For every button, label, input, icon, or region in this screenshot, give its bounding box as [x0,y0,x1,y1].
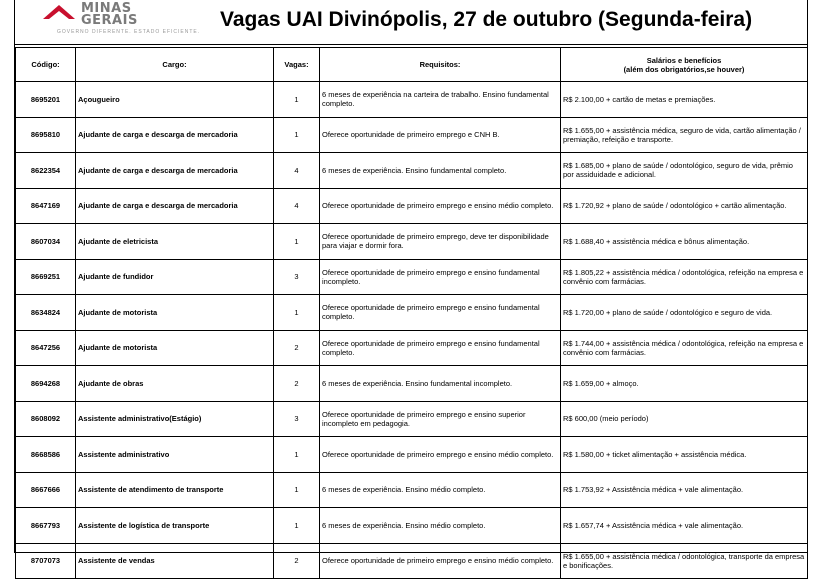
cell-cargo: Ajudante de motorista [76,295,274,331]
cell-codigo: 8622354 [16,153,76,189]
page-frame [14,0,808,570]
cell-salario: R$ 1.720,92 + plano de saúde / odontológico + cartão alimentação. [561,188,808,224]
cell-requisitos: 6 meses de experiência. Ensino fundamental incompleto. [320,366,561,402]
cell-vagas: 2 [274,543,320,579]
cell-requisitos: Oferece oportunidade de primeiro emprego e ensino fundamental completo. [320,295,561,331]
cell-vagas: 4 [274,153,320,189]
cell-requisitos: Oferece oportunidade de primeiro emprego e ensino fundamental completo. [320,330,561,366]
cell-cargo: Assistente de vendas [76,543,274,579]
logo-sub-text: GOVERNO DIFERENTE. ESTADO EFICIENTE. [57,29,201,35]
vacancies-table [15,47,808,579]
cell-salario: R$ 600,00 (meio período) [561,401,808,437]
logo-triangle-inner-icon [49,11,69,19]
col-header-salarios [561,48,808,82]
cell-codigo: 8695201 [16,82,76,118]
cell-cargo: Ajudante de fundidor [76,259,274,295]
cell-codigo: 8667666 [16,472,76,508]
table-row [16,330,808,366]
cell-vagas: 1 [274,437,320,473]
cell-cargo: Ajudante de carga e descarga de mercadoria [76,188,274,224]
cell-requisitos: Oferece oportunidade de primeiro emprego, deve ter disponibilidade para viajar e dormir fora. [320,224,561,260]
cell-codigo: 8667793 [16,508,76,544]
cell-requisitos: Oferece oportunidade de primeiro emprego e ensino médio completo. [320,437,561,473]
col-header-requisitos: Requisitos: [320,48,561,82]
table-row [16,543,808,579]
table-row [16,366,808,402]
table-row [16,188,808,224]
cell-vagas: 1 [274,82,320,118]
table-row [16,437,808,473]
page-header [15,0,807,45]
cell-cargo: Ajudante de motorista [76,330,274,366]
cell-vagas: 1 [274,224,320,260]
cell-requisitos: 6 meses de experiência. Ensino médio completo. [320,472,561,508]
table-row [16,224,808,260]
cell-salario: R$ 1.655,00 + assistência médica / odontológica, transporte da empresa e bonificações. [561,543,808,579]
cell-cargo: Assistente de atendimento de transporte [76,472,274,508]
cell-vagas: 2 [274,366,320,402]
table-row [16,117,808,153]
cell-salario: R$ 1.753,92 + Assistência médica + vale alimentação. [561,472,808,508]
cell-codigo: 8668586 [16,437,76,473]
table-header-row [16,48,808,82]
col-header-salarios-sub: (além dos obrigatórios,se houver) [623,64,745,74]
cell-cargo: Ajudante de eletricista [76,224,274,260]
cell-salario: R$ 1.580,00 + ticket alimentação + assistência médica. [561,437,808,473]
cell-requisitos: Oferece oportunidade de primeiro emprego e ensino fundamental incompleto. [320,259,561,295]
cell-requisitos: Oferece oportunidade de primeiro emprego e ensino superior incompleto em pedagogia. [320,401,561,437]
cell-cargo: Assistente administrativo(Estágio) [76,401,274,437]
cell-vagas: 1 [274,472,320,508]
cell-codigo: 8669251 [16,259,76,295]
cell-cargo: Ajudante de carga e descarga de mercadoria [76,117,274,153]
col-header-cargo: Cargo: [76,48,274,82]
cell-cargo: Assistente administrativo [76,437,274,473]
cell-codigo: 8607034 [16,224,76,260]
cell-codigo: 8695810 [16,117,76,153]
cell-salario: R$ 1.805,22 + assistência médica / odontológica, refeição na empresa e convênio com farmácias. [561,259,808,295]
cell-cargo: Açougueiro [76,82,274,118]
cell-salario: R$ 1.655,00 + assistência médica, seguro de vida, cartão alimentação / premiação, refeição e transporte. [561,117,808,153]
cell-cargo: Ajudante de carga e descarga de mercadoria [76,153,274,189]
cell-requisitos: Oferece oportunidade de primeiro emprego e ensino médio completo. [320,188,561,224]
cell-cargo: Assistente de logística de transporte [76,508,274,544]
cell-vagas: 1 [274,117,320,153]
table-row [16,259,808,295]
table-row [16,82,808,118]
cell-codigo: 8647256 [16,330,76,366]
cell-codigo: 8634824 [16,295,76,331]
cell-vagas: 2 [274,330,320,366]
logo-main-text: MINAS GERAIS [81,1,138,28]
cell-requisitos: 6 meses de experiência. Ensino fundamental completo. [320,153,561,189]
minas-gerais-logo [43,1,201,39]
table-row [16,508,808,544]
table-row [16,472,808,508]
cell-salario: R$ 1.685,00 + plano de saúde / odontológico, seguro de vida, prêmio por assiduidade e adicional. [561,153,808,189]
col-header-codigo: Código: [16,48,76,82]
col-header-vagas: Vagas: [274,48,320,82]
cell-vagas: 1 [274,508,320,544]
cell-requisitos: 6 meses de experiência na carteira de trabalho. Ensino fundamental completo. [320,82,561,118]
cell-salario: R$ 1.659,00 + almoço. [561,366,808,402]
cell-codigo: 8694268 [16,366,76,402]
col-header-salarios-title: Salários e benefícios [646,55,722,65]
page-title: Vagas UAI Divinópolis, 27 de outubro (Segunda-feira) [220,8,753,31]
cell-codigo: 8707073 [16,543,76,579]
table-row [16,153,808,189]
cell-salario: R$ 1.744,00 + assistência médica / odontológica, refeição na empresa e convênio com farmácias. [561,330,808,366]
cell-requisitos: Oferece oportunidade de primeiro emprego e ensino médio completo. [320,543,561,579]
cell-requisitos: Oferece oportunidade de primeiro emprego e CNH B. [320,117,561,153]
cell-salario: R$ 1.720,00 + plano de saúde / odontológico e seguro de vida. [561,295,808,331]
cell-vagas: 3 [274,401,320,437]
cell-cargo: Ajudante de obras [76,366,274,402]
cell-vagas: 3 [274,259,320,295]
cell-codigo: 8647169 [16,188,76,224]
cell-vagas: 4 [274,188,320,224]
cell-vagas: 1 [274,295,320,331]
cell-salario: R$ 2.100,00 + cartão de metas e premiações. [561,82,808,118]
table-row [16,401,808,437]
cell-codigo: 8608092 [16,401,76,437]
cell-salario: R$ 1.657,74 + Assistência médica + vale alimentação. [561,508,808,544]
table-row [16,295,808,331]
cell-requisitos: 6 meses de experiência. Ensino médio completo. [320,508,561,544]
cell-salario: R$ 1.688,40 + assistência médica e bônus alimentação. [561,224,808,260]
